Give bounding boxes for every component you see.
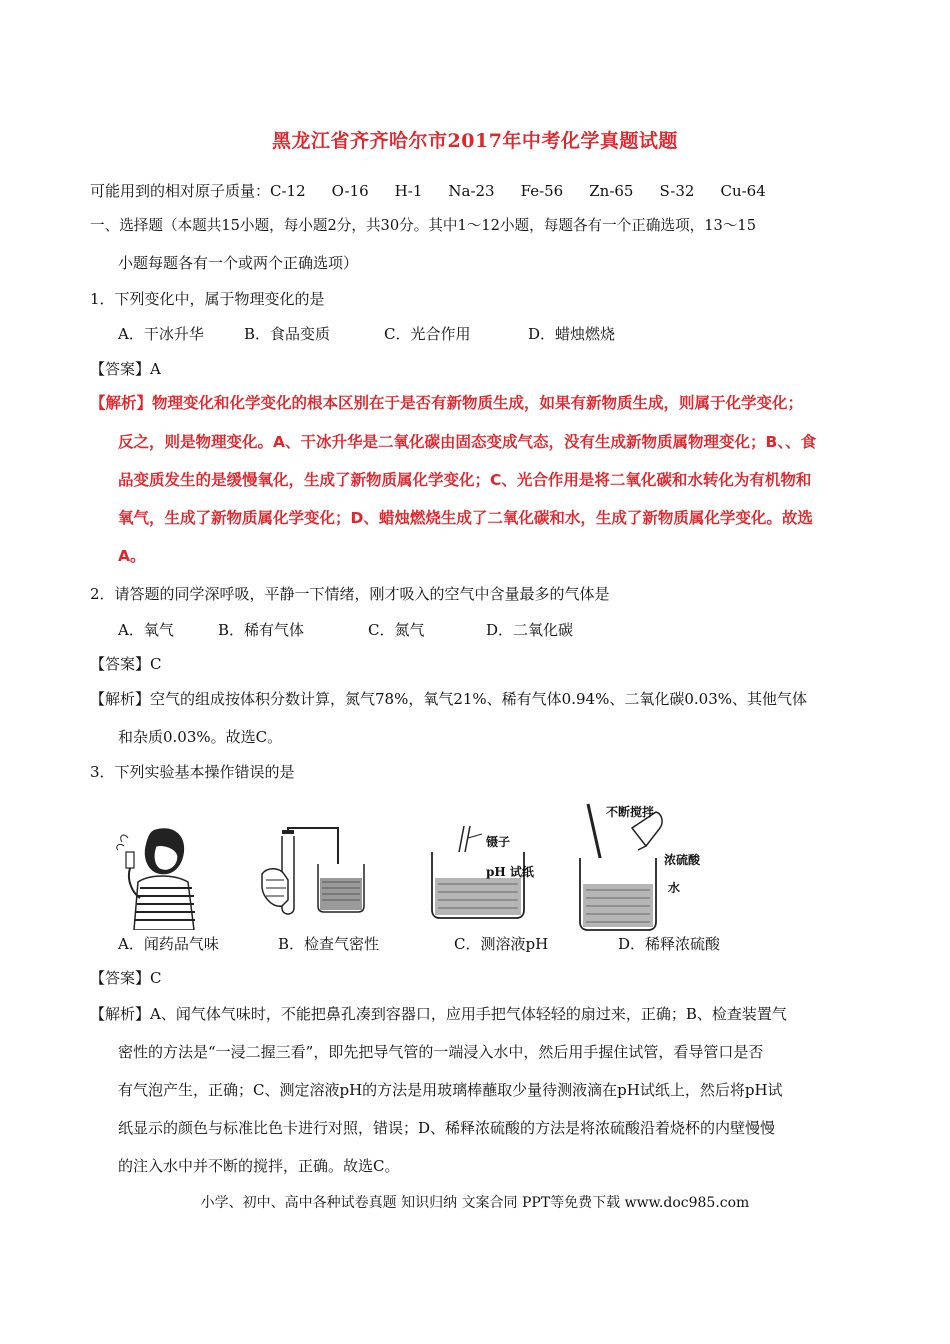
page-title: 黑龙江省齐齐哈尔市2017年中考化学真题试题 (272, 130, 678, 152)
question-2-analysis: 和杂质0.03%。故选C。 (118, 728, 283, 746)
question-3-analysis: 【解析】A、闻气体气味时，不能把鼻孔凑到容器口，应用手把气体轻轻的扇过来，正确；B、检查装置气 (90, 1005, 787, 1023)
section-heading-cont: 小题每题各有一个或两个正确选项） (118, 254, 359, 272)
smelling-figure (116, 824, 212, 930)
question-3-answer: 【答案】C (90, 969, 162, 987)
question-2-options (118, 620, 573, 640)
atomic-mass-item: Na-23 (448, 182, 495, 200)
option-d: D．蜡烛燃烧 (528, 325, 616, 343)
question-1-analysis: 反之，则是物理变化。A、干冰升华是二氧化碳由固态变成气态，没有生成新物质属物理变化；B、、食 (118, 433, 817, 451)
question-3-analysis: 纸显示的颜色与标准比色卡进行对照，错误；D、稀释浓硫酸的方法是将浓硫酸沿着烧杯的内壁慢慢 (118, 1119, 776, 1137)
tweezers-label: 镊子 (486, 835, 511, 849)
question-3-analysis: 的注入水中并不断的搅拌，正确。故选C。 (118, 1157, 400, 1175)
acid-label: 浓硫酸 (664, 853, 701, 867)
question-1-stem: 1．下列变化中，属于物理变化的是 (90, 290, 325, 308)
atomic-mass-item: Zn-65 (589, 182, 634, 200)
option-d: D．稀释浓硫酸 (618, 935, 721, 953)
water-label: 水 (668, 881, 681, 895)
atomic-mass-item: Fe-56 (520, 182, 564, 200)
option-a: A．氧气 (118, 621, 174, 639)
option-c: C．光合作用 (384, 325, 471, 343)
option-b: B．检查气密性 (278, 935, 380, 953)
atomic-mass-line (90, 181, 792, 201)
question-2-stem: 2．请答题的同学深呼吸，平静一下情绪，刚才吸入的空气中含量最多的气体是 (90, 585, 610, 603)
question-1-analysis: 氧气，生成了新物质属化学变化；D、蜡烛燃烧生成了二氧化碳和水，生成了新物质属化学变化。故选 (118, 509, 813, 527)
question-1-analysis: 【解析】物理变化和化学变化的根本区别在于是否有新物质生成，如果有新物质生成，则属于化学变化； (90, 394, 804, 412)
option-b: B．食品变质 (244, 325, 331, 343)
atomic-mass-item: S-32 (659, 182, 695, 200)
footer-text: 小学、初中、高中各种试卷真题 知识归纳 文案合同 PPT等免费下载 www.doc985.com (200, 1195, 750, 1211)
question-1-analysis: 品变质发生的是缓慢氧化，生成了新物质属化学变化；C、光合作用是将二氧化碳和水转化为有机物和 (118, 471, 812, 489)
question-1-options (118, 324, 615, 344)
question-2-answer: 【答案】C (90, 655, 162, 673)
atomic-mass-item: O-16 (331, 182, 369, 200)
question-2-analysis: 【解析】空气的组成按体积分数计算，氮气78%，氧气21%、稀有气体0.94%、二氧化碳0.03%、其他气体 (90, 690, 807, 708)
atomic-mass-item: C-12 (270, 182, 306, 200)
option-a: A．闻药品气味 (118, 935, 219, 953)
atomic-mass-label: 可能用到的相对原子质量： (90, 182, 271, 200)
ph-paper-label: pH 试纸 (486, 865, 534, 879)
question-3-analysis: 密性的方法是“一浸二握三看”，即先把导气管的一端浸入水中，然后用手握住试管，看导管口是否 (118, 1043, 764, 1061)
question-3-options (118, 934, 720, 954)
question-3-stem: 3．下列实验基本操作错误的是 (90, 763, 295, 781)
atomic-mass-item: Cu-64 (720, 182, 766, 200)
option-c: C．氮气 (368, 621, 425, 639)
atomic-mass-item: H-1 (394, 182, 423, 200)
option-a: A．干冰升华 (118, 325, 204, 343)
option-d: D．二氧化碳 (486, 621, 574, 639)
option-b: B．稀有气体 (218, 621, 305, 639)
question-1-answer: 【答案】A (90, 360, 161, 378)
question-1-analysis: A。 (118, 547, 146, 565)
section-heading: 一、选择题（本题共15小题，每小题2分，共30分。其中1～12小题，每题各有一个正确选项，13～15 (90, 217, 756, 234)
option-c: C．测溶液pH (454, 935, 549, 953)
airtight-check-figure (258, 824, 370, 934)
stir-label: 不断搅拌 (606, 805, 655, 819)
question-3-analysis: 有气泡产生，正确；C、测定溶液pH的方法是用玻璃棒蘸取少量待测液滴在pH试纸上，然后将pH试 (118, 1081, 783, 1099)
